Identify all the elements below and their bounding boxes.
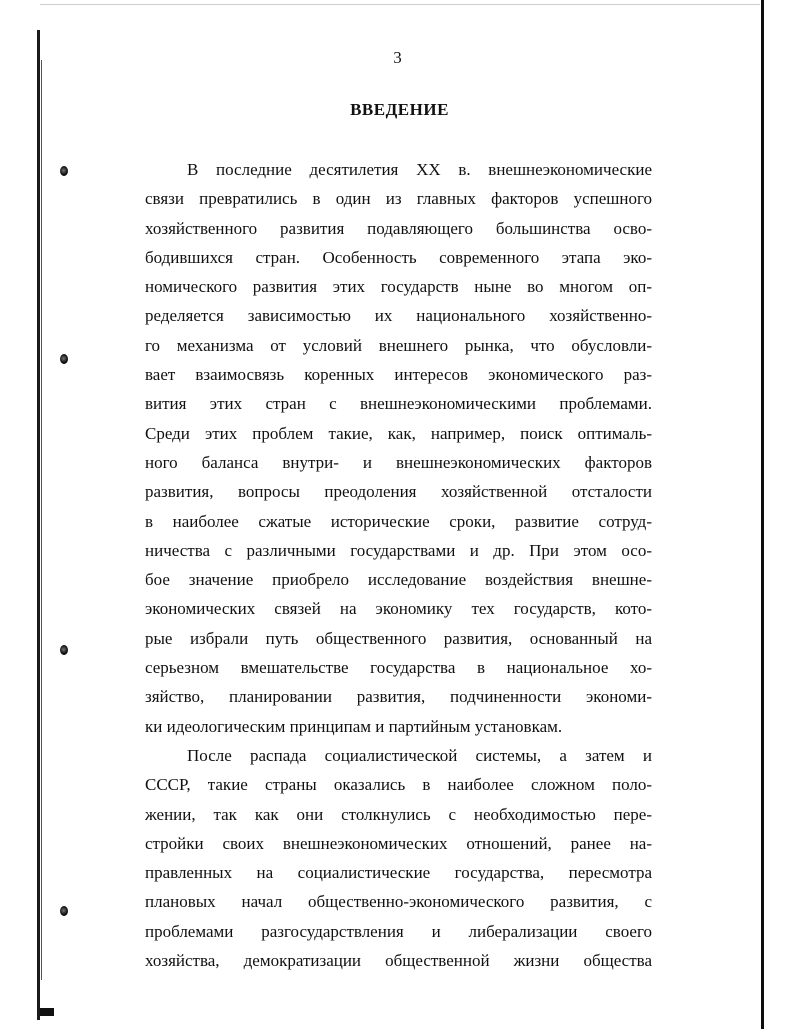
binding-hole-mark xyxy=(60,645,68,655)
scan-left-edge xyxy=(37,30,40,1020)
text-line: вает взаимосвязь коренных интересов экономического раз- xyxy=(145,365,652,385)
text-line: проблемами разгосударствления и либерализации своего xyxy=(145,921,652,941)
page-title: ВВЕДЕНИЕ xyxy=(350,100,449,119)
scan-left-edge-inner xyxy=(41,60,42,980)
text-line: В последние десятилетия XX в. внешнеэкономические xyxy=(187,160,652,179)
text-line: стройки своих внешнеэкономических отношений, ранее на- xyxy=(145,833,652,853)
text-line: ного баланса внутри- и внешнеэкономических факторов xyxy=(145,452,652,472)
binding-hole-mark xyxy=(60,166,68,176)
text-line: бодившихся стран. Особенность современного этапа эко- xyxy=(145,247,652,267)
text-line: развития, вопросы преодоления хозяйственной отсталости xyxy=(145,482,652,502)
scan-right-edge xyxy=(761,0,764,1029)
text-line: ки идеологическим принципам и партийным установкам. xyxy=(145,716,563,736)
text-line: бое значение приобрело исследование воздействия внешне- xyxy=(145,570,652,590)
text-line: правленных на социалистические государства, пересмотра xyxy=(145,863,652,883)
text-line: плановых начал общественно-экономического развития, с xyxy=(145,892,652,912)
binding-hole-mark xyxy=(60,906,68,916)
scan-top-edge xyxy=(40,4,760,5)
text-line: го механизма от условий внешнего рынка, что обусловли- xyxy=(145,335,652,355)
scan-bottom-mark xyxy=(40,1008,54,1016)
text-line: номического развития этих государств ныне во многом оп- xyxy=(145,277,652,297)
text-line: хозяйственного развития подавляющего большинства осво- xyxy=(145,218,652,238)
text-line: экономических связей на экономику тех государств, кото- xyxy=(145,599,652,619)
text-line: в наиболее сжатые исторические сроки, развитие сотруд- xyxy=(145,511,652,531)
text-line: хозяйства, демократизации общественной жизни общества xyxy=(145,951,652,971)
body-text xyxy=(145,155,652,975)
text-line: серьезном вмешательстве государства в национальное хо- xyxy=(145,658,652,678)
text-line: Среди этих проблем такие, как, например, поиск оптималь- xyxy=(145,423,652,443)
text-line: рые избрали путь общественного развития, основанный на xyxy=(145,628,652,648)
text-line: После распада социалистической системы, а затем и xyxy=(187,745,652,765)
text-line: СССР, такие страны оказались в наиболее сложном поло- xyxy=(145,775,652,795)
text-line: ределяется зависимостью их национального хозяйственно- xyxy=(145,306,652,326)
binding-hole-mark xyxy=(60,354,68,364)
page-number: 3 xyxy=(393,48,402,67)
text-line: зяйство, планировании развития, подчиненности экономи- xyxy=(145,687,652,707)
text-line: ничества с различными государствами и др. При этом осо- xyxy=(145,540,652,560)
text-line: вития этих стран с внешнеэкономическими проблемами. xyxy=(145,394,652,414)
text-line: жении, так как они столкнулись с необходимостью пере- xyxy=(145,804,652,824)
text-line: связи превратились в один из главных факторов успешного xyxy=(145,189,652,209)
